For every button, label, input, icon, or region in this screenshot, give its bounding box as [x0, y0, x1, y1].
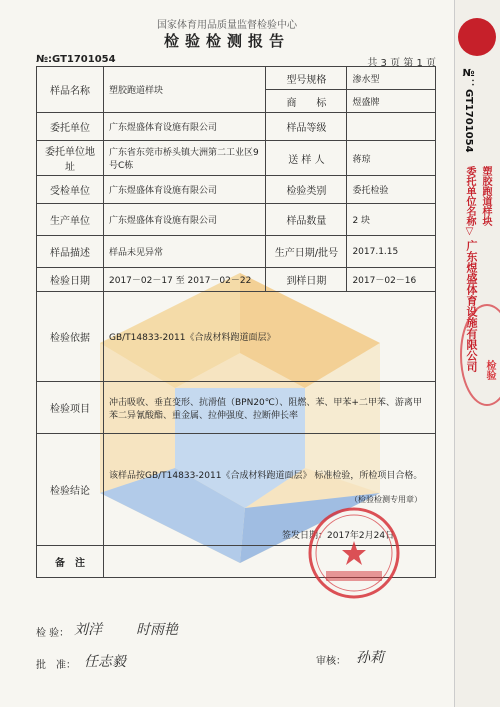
stamp-note: （检验检测专用章）	[350, 495, 422, 504]
sender-label: 送 样 人	[266, 141, 347, 176]
side-name-label: 委托单位名称▽	[464, 166, 475, 237]
sample-name-value: 塑胶跑道样块	[104, 67, 266, 113]
inspect-label: 检 验：	[36, 628, 70, 639]
client-value: 广东煜盛体育设施有限公司	[104, 113, 266, 141]
inspector-2-signature: 时雨艳	[136, 622, 178, 638]
brand-badge-icon	[458, 18, 496, 56]
sample-name-label: 样品名称	[37, 67, 104, 113]
model-value: 渗水型	[347, 67, 436, 90]
client-label: 委托单位	[37, 113, 104, 141]
remark-label: 备 注	[37, 546, 104, 578]
items-value: 冲击吸收、垂直变形、抗滑值（BPN20℃）、阻燃、苯、甲苯+二甲苯、游离甲苯二异氰酸酯、重金属、拉伸强度、拉断伸长率	[104, 382, 436, 434]
description-value: 样品未见异常	[104, 236, 266, 268]
test-date-value: 2017－02－17 至 2017－02－22	[104, 268, 266, 292]
test-type-value: 委托检验	[347, 176, 436, 204]
approver-signature: 任志毅	[84, 654, 126, 670]
test-date-label: 检验日期	[37, 268, 104, 292]
inspected-unit-value: 广东煜盛体育设施有限公司	[104, 176, 266, 204]
conclusion-value: 该样品按GB/T14833-2011《合成材料跑道面层》 标准检验，所检项目合格。	[109, 471, 423, 481]
production-date-label: 生产日期/批号	[266, 236, 347, 268]
reviewer-signature: 孙莉	[356, 650, 384, 666]
conclusion-label: 检验结论	[37, 434, 104, 546]
report-number: №:GT1701054	[36, 54, 116, 65]
basis-label: 检验依据	[37, 292, 104, 382]
approve-label: 批 准：	[36, 660, 76, 671]
basis-value: GB/T14833-2011《合成材料跑道面层》	[104, 292, 436, 382]
client-address-value: 广东省东莞市桥头镇大洲第二工业区9号C栋	[104, 141, 266, 176]
model-label: 型号规格	[266, 67, 347, 90]
sender-value: 蒋琼	[347, 141, 436, 176]
brand-value: 煜盛牌	[347, 90, 436, 113]
report-title: 检验检测报告	[163, 32, 290, 50]
inspected-unit-label: 受检单位	[37, 176, 104, 204]
producer-label: 生产单位	[37, 204, 104, 236]
test-type-label: 检验类别	[266, 176, 347, 204]
client-address-label: 委托单位地址	[37, 141, 104, 176]
producer-value: 广东煜盛体育设施有限公司	[104, 204, 266, 236]
official-seal-icon	[306, 505, 402, 601]
inspector-1-signature: 刘洋	[74, 622, 102, 638]
side-seal-icon	[457, 300, 500, 410]
items-label: 检验项目	[37, 382, 104, 434]
production-date-value: 2017.1.15	[347, 236, 436, 268]
brand-label: 商 标	[266, 90, 347, 113]
org-name: 国家体育用品质量监督检验中心	[157, 20, 297, 31]
issue-date-label: 签发日期：	[282, 531, 328, 541]
report-table	[36, 66, 436, 578]
quantity-label: 样品数量	[266, 204, 347, 236]
grade-label: 样品等级	[266, 113, 347, 141]
side-sample-text: 塑胶跑道样块	[480, 166, 491, 226]
quantity-value: 2 块	[347, 204, 436, 236]
arrival-date-value: 2017－02－16	[347, 268, 436, 292]
issue-date-value: 2017年2月24日	[327, 531, 395, 541]
description-label: 样品描述	[37, 236, 104, 268]
side-stamp-text: 检验	[484, 360, 495, 380]
review-label: 审核：	[316, 656, 346, 667]
grade-value	[347, 113, 436, 141]
arrival-date-label: 到样日期	[266, 268, 347, 292]
side-client-text: 广东煜盛体育设施有限公司	[465, 240, 478, 372]
side-report-number: №：GT1701054	[463, 68, 474, 153]
page-indicator: 共 3 页 第 1 页	[367, 58, 436, 69]
